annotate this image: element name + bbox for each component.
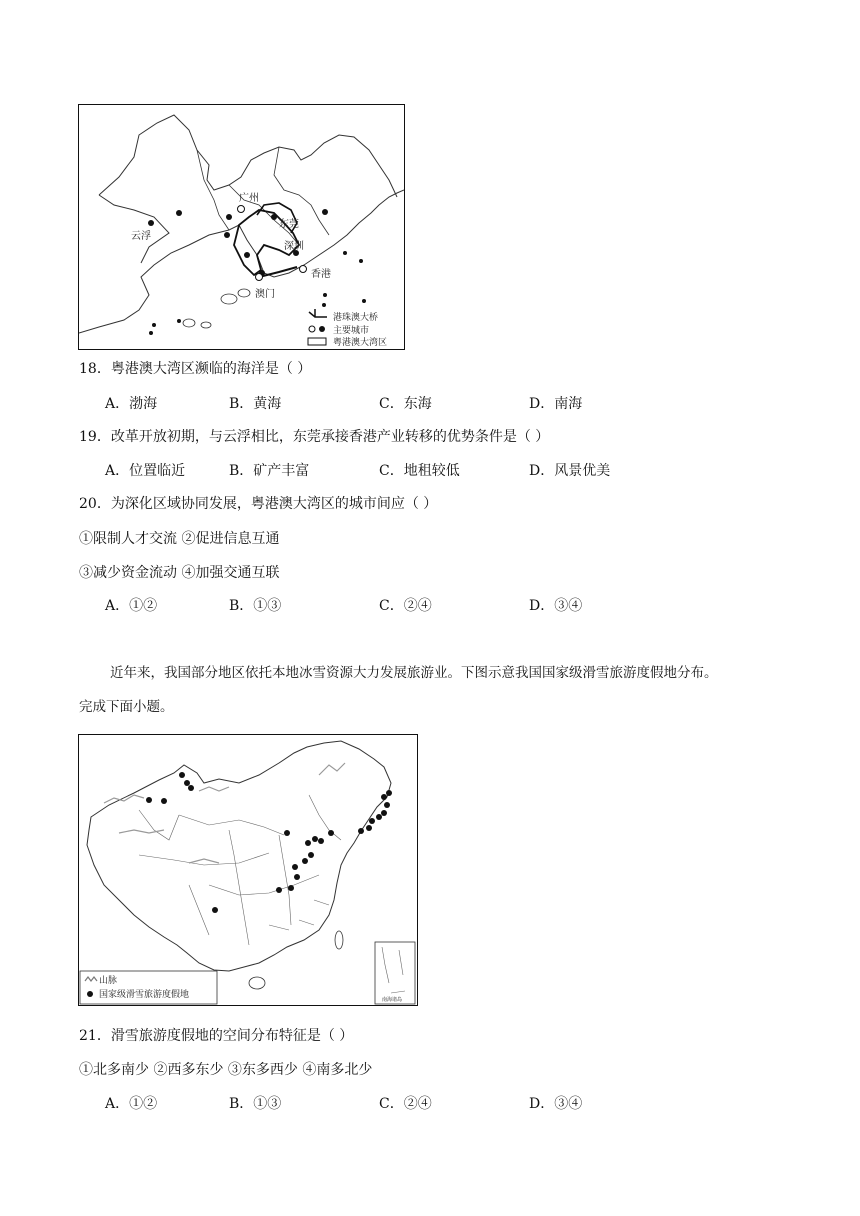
q19-option-a[interactable]: A．位置临近: [105, 463, 186, 479]
bay-area-map-graphic: [79, 105, 404, 349]
q19-option-d[interactable]: D．风景优美: [529, 463, 611, 479]
q18-option-a[interactable]: A．渤海: [105, 396, 158, 412]
question-18-stem: 18．粤港澳大湾区濒临的海洋是（ ）: [79, 361, 312, 377]
q20-option-a[interactable]: A．①②: [105, 598, 158, 614]
q20-option-d[interactable]: D．③④: [529, 598, 583, 614]
question-19-stem: 19．改革开放初期，与云浮相比，东莞承接香港产业转移的优势条件是（ ）: [79, 429, 550, 445]
q20-option-c[interactable]: C．②④: [379, 598, 432, 614]
inset-label: 南海诸岛: [382, 997, 403, 1003]
q20-option-b[interactable]: B．①③: [229, 598, 282, 614]
q21-option-d[interactable]: D．③④: [529, 1096, 583, 1112]
q18-option-b[interactable]: B．黄海: [229, 396, 282, 412]
legend-ski-resort: 国家级滑雪旅游度假地: [99, 990, 190, 1000]
city-label-guangzhou: 广州: [239, 193, 259, 204]
bay-area-legend-icon: [308, 338, 326, 345]
legend-bay-area: 粤港澳大湾区: [333, 338, 388, 348]
major-city-open-icon: [309, 326, 315, 332]
china-ski-map: [78, 734, 418, 1006]
q21-statement-line: ①北多南少 ②西多东少 ③东多西少 ④南多北少: [79, 1062, 373, 1078]
q18-option-c[interactable]: C．东海: [379, 396, 432, 412]
city-label-hongkong: 香港: [311, 269, 331, 280]
q19-option-c[interactable]: C．地租较低: [379, 463, 460, 479]
legend-bridge: 港珠澳大桥: [333, 313, 379, 323]
q18-option-d[interactable]: D．南海: [529, 396, 583, 412]
q20-statement-line-2: ③减少资金流动 ④加强交通互联: [79, 565, 280, 581]
bay-area-map: [78, 104, 405, 350]
city-label-yunfu: 云浮: [131, 231, 151, 242]
question-21-stem: 21．滑雪旅游度假地的空间分布特征是（ ）: [79, 1028, 354, 1044]
ski-resort-legend-icon: [87, 991, 93, 997]
q19-option-b[interactable]: B．矿产丰富: [229, 463, 310, 479]
city-label-shenzhen: 深圳: [284, 241, 304, 252]
question-20-stem: 20．为深化区域协同发展，粤港澳大湾区的城市间应（ ）: [79, 496, 438, 512]
legend-cities: 主要城市: [333, 326, 370, 336]
legend-mountain: 山脉: [99, 976, 118, 986]
intro-paragraph-line-1: 近年来，我国部分地区依托本地冰雪资源大力发展旅游业。下图示意我国国家级滑雪旅游度假地分布。: [110, 665, 718, 681]
south-sea-inset-box: [375, 942, 415, 1004]
bridge-legend-icon: [309, 309, 327, 317]
china-ski-map-graphic: [79, 735, 417, 1005]
city-label-dongguan: 东莞: [279, 219, 299, 230]
q21-option-a[interactable]: A．①②: [105, 1096, 158, 1112]
city-label-macau: 澳门: [255, 289, 275, 300]
q21-option-b[interactable]: B．①③: [229, 1096, 282, 1112]
intro-paragraph-line-2: 完成下面小题。: [79, 699, 174, 715]
city-dot-icon: [319, 326, 325, 332]
q21-option-c[interactable]: C．②④: [379, 1096, 432, 1112]
q20-statement-line-1: ①限制人才交流 ②促进信息互通: [79, 531, 280, 547]
